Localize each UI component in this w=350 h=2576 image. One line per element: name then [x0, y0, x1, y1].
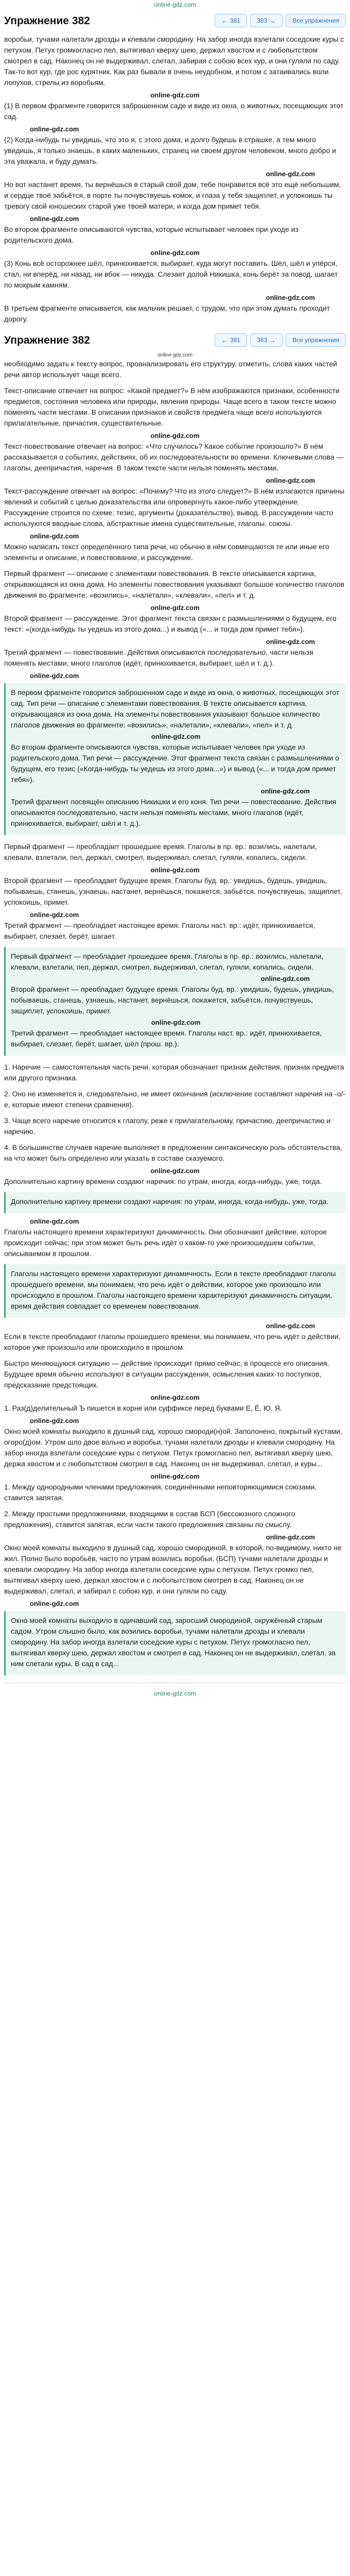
paragraph: Быстро меняющуюся ситуацию — действие происходит прямо сейчас, в процессе его описания. Будущее время обычно используют в ситуации рассуждения, осмысления каких-то поступков, предсказание предстоящих.: [4, 1359, 329, 1389]
paragraph: Первый фрагмент — преобладает прошедшее время. Глаголы в пр. вр.: возились, налетали, клевали, взлетали, пел, держал, смотрел, выдерживал, слетал, гуляли, копались, сидели.: [4, 842, 317, 861]
prev-exercise-label: 381: [230, 17, 240, 24]
watermark: online-gdz.com: [150, 1394, 200, 1401]
footer-site-link[interactable]: online-gdz.com: [154, 1690, 196, 1697]
prev-exercise-button[interactable]: [215, 14, 247, 27]
theory-list: [4, 1062, 346, 1164]
paragraph: (1) В первом фрагменте говорится заброшенном саде и виде из окна, о животных, посещающих этот сад.: [4, 101, 344, 121]
exercise-header: [4, 10, 346, 31]
watermark: online-gdz.com: [30, 1217, 79, 1225]
exercise-nav: [215, 333, 346, 347]
prev-exercise-button[interactable]: [215, 333, 247, 347]
paragraph: Первый фрагмент — описание с элементами повествования. В тексте описывается картина, открывающаяся из окна дома. Но элементы повествования указывают большое количество глаголов движения во фрагменте: «возились», «налетали», «клевали», «пел» и т. д.: [4, 569, 345, 599]
arrow-right-icon: →: [269, 336, 276, 344]
watermark: online-gdz.com: [30, 672, 79, 680]
watermark: online-gdz.com: [266, 1533, 315, 1541]
paragraph: Глаголы настоящего времени характеризуют динамичность. Они обозначают действие, которое происходит сейчас; при этом может быть речь идёт о каком-то уже произошедшем событии, описываемом в прошлом.: [4, 1228, 327, 1258]
paragraph: Глаголы настоящего времени характеризуют динамичность. Если в тексте преобладают глаголы прошедшего времени, мы понимаем, что речь идёт о действии, которое уже произошло или происходило в прошлом. Глаголы настоящего времени характеризуют динамичность ситуации, время действия совпадает со временем повествования.: [11, 1269, 336, 1310]
exercise1-body: [4, 34, 346, 325]
all-exercises-button[interactable]: Все упражнения: [286, 14, 346, 27]
next-exercise-button[interactable]: [250, 14, 283, 27]
paragraph: Первый фрагмент — преобладает прошедшее время. Глаголы в пр. вр.: возились, налетали, клевали, взлетали, пел, держал, смотрел, выдерживал, слетал, гуляли, копались, сидели.: [11, 952, 324, 971]
answer-block: [4, 947, 346, 1056]
next-exercise-label: 383: [256, 17, 267, 24]
all-exercises-button[interactable]: Все упражнения: [286, 333, 346, 347]
paragraph: Во втором фрагменте описываются чувства, которые испытывает человек при уходе из родительского дома.: [4, 225, 299, 244]
watermark: online-gdz.com: [150, 249, 200, 257]
watermark: online-gdz.com: [30, 911, 79, 919]
paragraph: Можно написать текст определённого типа речи, но обычно в нём совмещаются те или иные его элементы и описание, и повествование, и рассуждение.: [4, 543, 329, 562]
watermark: online-gdz.com: [30, 125, 79, 133]
paragraph: Второй фрагмент — преобладает будущее время. Глаголы буд. вр.: увидишь, будешь, увидишь, побываешь, станешь, узнаешь, настанет, вернёшься, покажется, забьётся, почувствуешь, защиплет, успокоишь, примет.: [11, 985, 334, 1015]
paragraph: 2. Между простыми предложениями, входящими в состав БСП (бессоюзного сложного предложения), ставится запятая, если части такого предложения связаны по смыслу.: [4, 1510, 295, 1529]
exercise-title: Упражнение 382: [4, 334, 90, 346]
list-item: 4. В большинстве случаев наречие выполняет в предложении синтаксическую роль обстоятельства, на что может быть определено или указать в составе сказуемого.: [4, 1143, 342, 1162]
paragraph: (2) Когда-нибудь ты увидишь, что это я, с этого дома, и долго будешь в страшке, а тем много увидишь, я только знаешь, в каких маленьких, странец ни своем другом человеком, много добро и эта уважала, и буду думать.: [4, 135, 336, 165]
watermark: online-gdz.com: [150, 866, 200, 874]
next-exercise-button[interactable]: [250, 333, 283, 347]
paragraph: 1. Между однородными членами предложения, соединёнными неповторяющимися союзами, ставится запятая.: [4, 1483, 317, 1502]
arrow-left-icon: ←: [221, 336, 228, 344]
watermark: online-gdz.com: [30, 1417, 79, 1425]
watermark: online-gdz.com: [150, 1472, 200, 1480]
paragraph: Текст-повествование отвечает на вопрос: «Что случилось? Какое событие произошло?» В нём рассказывается о событиях, действиях, об их последовательности во времени. Ключевыми слова — глаголы, деепричастия, наречия. В таком тексте части нельзя поменять местами.: [4, 442, 344, 472]
list-item: 1. Наречие — самостоятельная часть речи, которая обозначает признак действия, признак предмета или другого признака.: [4, 1063, 344, 1082]
paragraph: Но вот настанет время, ты вернёшься в старый свой дом, тебе понравится всё это ещё небольшим, и сердце твоё забьётся, в порте ты почувствуешь комок, и глаза у тебя защиплет, и успокоишь ты тревогу свой юношеских старой уже твоей матери, и когда дом примет тебя.: [4, 180, 341, 210]
paragraph: Окно моей комнаты выходило в душный сад, хорошо смороди(н)ой. Заполонено, покрытый кустами, огоро(д)ом. Утром шло двое вольно и воробьи, тучами налетали дрозды и клевали смородину. На забор иногда взлетали соседские куры с петухом. Петух громогласно пел, вытягивал кверху шею, держа хвостом и с любопытством смотрел в сад. Наконец он не выдерживал, слетал, и куры...: [4, 1427, 342, 1468]
watermark: online-gdz.com: [150, 432, 200, 439]
prev-exercise-label: 381: [230, 336, 240, 344]
watermark: online-gdz.com: [150, 1167, 200, 1175]
footer: [4, 1683, 346, 1701]
watermark: online-gdz.com: [260, 975, 310, 982]
paragraph: Если в тексте преобладают глаголы прошедшего времени, мы понимаем, что речь идёт о действии, которое уже произошло или происходило в прошлом.: [4, 1332, 341, 1351]
watermark: online-gdz.com: [266, 294, 315, 301]
answer-block: [4, 1264, 346, 1318]
answer-block: [4, 1192, 346, 1213]
paragraph: Третий фрагмент — преобладает настоящее время. Глаголы наст. вр.: идёт, принюхивается, выбирает, слезает, берёт, шагает, шёл (прош. вр.).: [11, 1029, 322, 1048]
paragraph: В первом фрагменте говорится заброшенном саде и виде из окна, о животных, посещающих этот сад. Тип речи — описание с элементами повествования. В тексте описывается картина, открывающаяся из окна дома. На элементы повествования указывают большое количество глаголов движения во фрагменте: «возились», «налетали», «клевали», «пел» и т. д.: [11, 688, 340, 729]
exercise-header: [4, 330, 346, 350]
paragraph: (3) Конь всё осторожнее шёл, принюхивается, выбирает, куда могут поставить. Шёл, шёл и упёрся, стал, ни вперёд, ни назад, ни вбок — никуда. Слезает долой Никишка, конь берёт за повод, шагает по мокрым камням.: [4, 259, 338, 289]
watermark: online-gdz.com: [150, 91, 200, 99]
answer-block: [4, 1611, 346, 1675]
watermark: online-gdz.com: [266, 638, 315, 646]
answer-block: [4, 683, 346, 835]
watermark: online-gdz.com: [150, 604, 200, 612]
paragraph: Второй фрагмент — преобладает будущее время. Глаголы буд. вр.: увидишь, будешь, увидишь, побываешь, станешь, узнаешь, настанет, вернёшься, покажется, забьётся, почувствуешь, защиплет, успокоишь, примет.: [4, 876, 342, 906]
watermark: online-gdz.com: [30, 1600, 79, 1607]
watermark: online-gdz.com: [30, 532, 79, 540]
paragraph: Текст-рассуждение отвечает на вопрос: «Почему? Что из этого следует?» В нём излагаются причины явлений и событий с целью доказательства или опровергнуть какое-либо утверждение. Рассуждение строится по схеме: тезис, аргументы (доказательство), вывод. В рассуждении часто используются вводные слова, абстрактные имена существительные, глаголы, союзы.: [4, 487, 345, 528]
watermark: online-gdz.com: [266, 477, 315, 484]
watermark: online-gdz.com: [266, 1322, 315, 1330]
arrow-left-icon: ←: [221, 16, 228, 25]
paragraph: Во втором фрагменте описываются чувства, которые испытывает человек при уходе из родительского дома. Тип речи — рассуждение. Этот фрагмент текста связан с размышлениями о будущем, его тезис («Когда-нибудь ты уедешь из этого дома...») и вывод («... и тогда дом примет тебя»).: [11, 743, 339, 784]
paragraph: Окно моей комнаты выходило в душный сад, хорошо смородиной, в которой, по-видимому, никто не жил. Полно было воробьёв, часто по утрам возились воробьи, (БСП) тучами налетали дрозды и клевали смородину. На забор иногда взлетали соседские куры с петухом. Петух громко пел, вытягивал кверху шею, держал хвостом и с любопытством смотрел в сад. Наконец он не выдерживал, слетал, и забирал с собою кур, и они гуляли по саду.: [4, 1544, 342, 1595]
list-item: 2. Оно не изменяется и, следовательно, не имеет окончания (исключение составляют наречия на -о/-е, которые имеют степени сравнения).: [4, 1090, 345, 1109]
watermark: online-gdz.com: [266, 170, 315, 178]
paragraph: Третий фрагмент — преобладает настоящее время. Глаголы наст. вр.: идёт, принюхивается, выбирает, слезает, берёт, шагает.: [4, 921, 315, 940]
site-logo[interactable]: online-gdz.com: [154, 1, 196, 8]
arrow-right-icon: →: [269, 16, 276, 25]
watermark: online-gdz.com: [260, 787, 310, 795]
exercise-nav: [215, 14, 346, 27]
paragraph: Текст-описание отвечает на вопрос: «Какой предмет?» В нём изображаются признаки, особенности предметов, состояния человека или природы, явления природы. Чаще всего в таком тексте можно поменять части местами. В описании признаков и свойств предмета чаще всего используются прилагательные, причастия, существительные.: [4, 386, 340, 427]
exercise-title: Упражнение 382: [4, 14, 90, 27]
paragraph: Окно моей комнаты выходило в одичавший сад, заросший смородиной, окружённый старым садом. Утром слышно было, как возились воробьи, тучами налетали дрозды и клевали смородину. На забор иногда взлетали соседские куры с петухом. Петух громогласно пел, вытягивал кверху шею, держал хвостом и смотрел в сад. Наконец он не выдерживал, слетал, за ним слетали куры. В сад в сад...: [11, 1616, 336, 1668]
paragraph: В третьем фрагменте описывается, как мальчик решает, с трудом, что при этом думать проходит дорогу.: [4, 304, 330, 323]
paragraph: Дополнительно картину времени создают наречия: по утрам, иногда, когда-нибудь, уже, тогда.: [11, 1197, 329, 1206]
paragraph: Дополнительно картину времени создают наречия: по утрам, иногда, когда-нибудь, уже, тогда.: [4, 1177, 322, 1185]
next-exercise-label: 383: [256, 336, 267, 344]
paragraph: воробьи, тучами налетали дрозды и клевали смородину. На забор иногда взлетали соседские куры с петухом. Петух громкогласно пел, вытягивал кверху шею, держал хвостом и с любопытством смотрел в сад. Наконец он не выдерживал, слетал, забирая с собою всех кур, и они гуляли по саду. Так-то вот кур, где рос курятник. Как раз бывали в очень неудобном, и потом с затаивались воли лопухов, стрелы из воробьям.: [4, 35, 344, 87]
watermark: online-gdz.com: [30, 215, 79, 223]
paragraph: Третий фрагмент — повествование. Действия описываются последовательно, части нельзя поменять местами, много глаголов (идёт, принюхивается, выбирает, шёл и т. д.).: [4, 648, 313, 667]
watermark: online-gdz.com: [151, 1019, 201, 1026]
watermark: online-gdz.com: [151, 733, 201, 740]
paragraph: 1. Раз(д)делительный Ъ пишется в корне или суффиксе перед буквами Е, Ё, Ю, Я.: [4, 1404, 282, 1412]
watermark: online-gdz.com: [157, 352, 192, 358]
list-item: 3. Чаще всего наречие относится к глаголу, реже к прилагательному, причастию, деепричастию и наречию.: [4, 1116, 331, 1136]
paragraph: необходимо задать к тексту вопрос, проанализировать его структуру, отметить, слова каких частей речи автор использует чаще всего.: [4, 360, 337, 379]
paragraph: Третий фрагмент посвящён описанию Никишки и его коня. Тип речи — повествование. Действия описываются последовательно, части нельзя поменять местами, много глаголов (идёт, принюхивается, выбирает, шёл и т. д.).: [11, 798, 337, 827]
exercise2-body: [4, 352, 346, 1675]
paragraph: Второй фрагмент — рассуждение. Этот фрагмент текста связан с размышлениями о будущем, его текст: «(когда-нибудь ты уедешь из этого дома...) и вывод («... и тогда дом примет тебя»).: [4, 614, 337, 633]
